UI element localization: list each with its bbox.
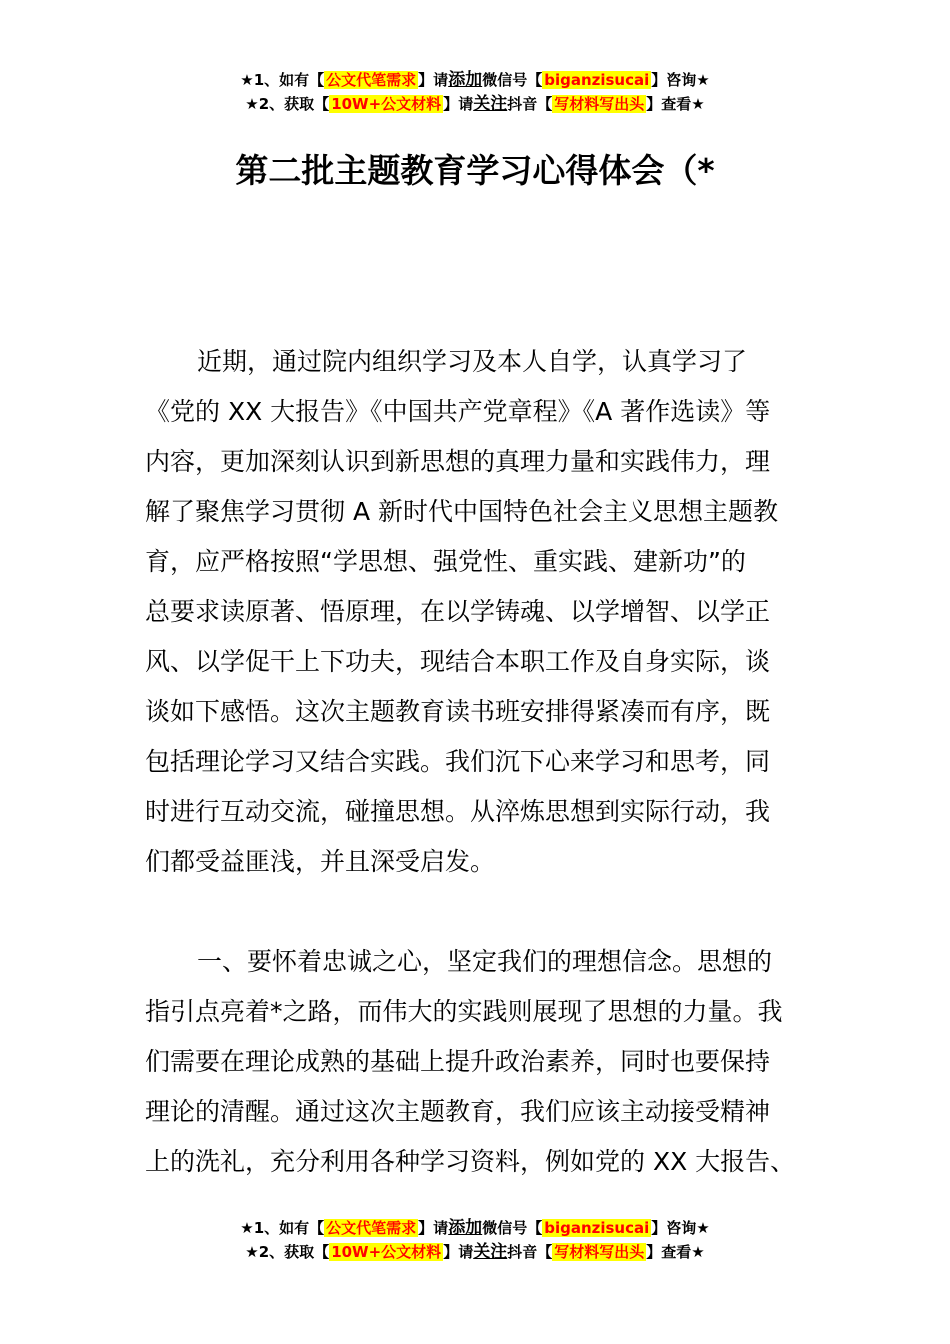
document-title: 第二批主题教育学习心得体会（* [235, 151, 715, 190]
text-line: 总要求读原著、悟原理，在以学铸魂、以学增智、以学正 [145, 597, 771, 626]
promo-text: ★2、获取【 [245, 1243, 330, 1261]
promo-line-1 [0, 1216, 950, 1240]
promo-text: 】咨询★ [651, 1219, 710, 1237]
promo-text: 】请 [418, 1219, 449, 1237]
text-line: 包括理论学习又结合实践。我们沉下心来学习和思考，同 [145, 747, 771, 776]
promo-text: 】请 [418, 71, 449, 89]
promo-text: 微信号【 [482, 1219, 543, 1237]
promo-emphasis: 添加 [448, 70, 483, 90]
text-line: 解了聚焦学习贯彻 A 新时代中国特色社会主义思想主题教 [145, 497, 778, 526]
promo-highlight: biganzisucai [544, 71, 650, 89]
text-line: 理论的清醒。通过这次主题教育，我们应该主动接受精神 [145, 1097, 771, 1126]
text-line: 谈如下感悟。这次主题教育读书班安排得紧凑而有序，既 [145, 697, 771, 726]
text-line: 风、以学促干上下功夫，现结合本职工作及自身实际，谈 [145, 647, 771, 676]
promo-text: ★2、获取【 [245, 95, 330, 113]
promo-highlight: 10W+公文材料 [331, 95, 442, 113]
text-line: 一、要怀着忠诚之心，坚定我们的理想信念。思想的 [197, 947, 773, 976]
top-promo-banner [0, 68, 950, 116]
text-line: 指引点亮着*之路，而伟大的实践则展现了思想的力量。我 [145, 997, 783, 1026]
text-line: 《党的 XX 大报告》《中国共产党章程》《A 著作选读》等 [145, 397, 771, 426]
promo-emphasis: 关注 [473, 1242, 508, 1262]
text-line: 育，应严格按照“学思想、强党性、重实践、建新功”的 [145, 547, 746, 576]
text-line: 近期，通过院内组织学习及本人自学，认真学习了 [197, 347, 748, 376]
promo-text: 】查看★ [646, 1243, 705, 1261]
text-line: 们都受益匪浅，并且深受启发。 [145, 847, 496, 876]
text-line: 们需要在理论成熟的基础上提升政治素养，同时也要保持 [145, 1047, 771, 1076]
promo-text: 微信号【 [482, 71, 543, 89]
promo-emphasis: 关注 [473, 94, 508, 114]
bottom-promo-banner [0, 1216, 950, 1264]
promo-text: 抖音【 [507, 1243, 553, 1261]
promo-line-2 [0, 1240, 950, 1264]
promo-text: 】咨询★ [651, 71, 710, 89]
promo-highlight: 写材料写出头 [554, 1243, 645, 1261]
promo-line-1 [0, 68, 950, 92]
promo-text: ★1、如有【 [240, 1219, 325, 1237]
body-paragraph-2 [145, 937, 810, 1187]
body-paragraph-1 [145, 337, 810, 887]
promo-text: 】请 [443, 1243, 474, 1261]
promo-highlight: 公文代笔需求 [326, 71, 417, 89]
promo-highlight: biganzisucai [544, 1219, 650, 1237]
promo-text: 抖音【 [507, 95, 553, 113]
promo-text: 】请 [443, 95, 474, 113]
promo-text: ★1、如有【 [240, 71, 325, 89]
promo-highlight: 10W+公文材料 [331, 1243, 442, 1261]
promo-line-2 [0, 92, 950, 116]
text-line: 上的洗礼，充分利用各种学习资料，例如党的 XX 大报告、 [145, 1147, 796, 1176]
text-line: 内容，更加深刻认识到新思想的真理力量和实践伟力，理 [145, 447, 771, 476]
promo-highlight: 写材料写出头 [554, 95, 645, 113]
promo-text: 】查看★ [646, 95, 705, 113]
promo-emphasis: 添加 [448, 1218, 483, 1238]
text-line: 时进行互动交流，碰撞思想。从淬炼思想到实际行动，我 [145, 797, 771, 826]
promo-highlight: 公文代笔需求 [326, 1219, 417, 1237]
